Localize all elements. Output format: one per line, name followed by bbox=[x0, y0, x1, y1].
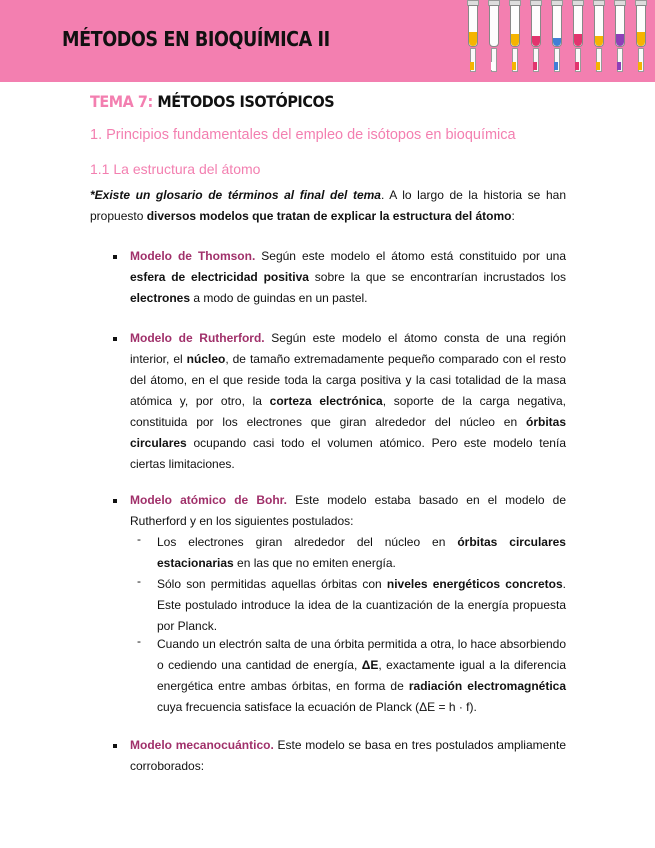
thomson-text: sobre la que se encontrarían incrustados los bbox=[308, 270, 566, 284]
bohr-postulate-3 bbox=[157, 634, 566, 718]
mecano-term: Modelo mecanocuántico. bbox=[130, 738, 274, 752]
postulate-bold: niveles energéticos concretos bbox=[386, 577, 563, 591]
rutherford-text: , soporte de la carga negativa, constituida por los electrones que giran alrededor del núcleo en bbox=[130, 394, 567, 429]
bohr-text: Este modelo estaba basado en el modelo de Rutherford y en los siguientes postulados: bbox=[130, 493, 566, 528]
tema-title bbox=[90, 92, 334, 111]
mecano-item bbox=[130, 735, 566, 777]
header-bar bbox=[0, 0, 655, 82]
test-tube-icon bbox=[550, 0, 562, 76]
dash-marker: - bbox=[137, 634, 141, 648]
dash-marker: - bbox=[137, 532, 141, 546]
thomson-bold: electrones bbox=[130, 291, 191, 305]
test-tube-icon bbox=[466, 0, 478, 76]
thomson-text: a modo de guindas en un pastel. bbox=[190, 291, 368, 305]
subsection-heading: 1.1 La estructura del átomo bbox=[90, 161, 261, 177]
postulate-bold: órbitas circulares estacionarias bbox=[157, 535, 566, 570]
test-tube-icon bbox=[529, 0, 541, 76]
intro-paragraph bbox=[90, 185, 566, 227]
thomson-term: Modelo de Thomson. bbox=[130, 249, 256, 263]
glossary-note: *Existe un glosario de términos al final del tema bbox=[90, 188, 381, 202]
rutherford-text: , de tamaño extremadamente pequeño comparado con el resto del átomo, en el que reside toda la carga positiva y la casi totalidad de la masa atómica y, por otro, la bbox=[130, 352, 567, 408]
rutherford-bold: órbitas circulares bbox=[130, 415, 566, 450]
rutherford-text: Según este modelo el átomo consta de una región interior, el bbox=[130, 331, 566, 366]
bullet-marker bbox=[113, 499, 117, 503]
postulate-bold: ΔE bbox=[361, 658, 379, 672]
test-tube-icon bbox=[634, 0, 646, 76]
postulate-text: cuya frecuencia satisface la ecuación de Planck (ΔE = h · f). bbox=[157, 700, 477, 714]
thomson-bold: esfera de electricidad positiva bbox=[130, 270, 309, 284]
test-tubes-illustration bbox=[462, 0, 652, 78]
rutherford-item bbox=[130, 328, 566, 475]
thomson-item bbox=[130, 246, 566, 309]
intro-text: . A lo largo de la historia se han propuesto bbox=[90, 188, 566, 223]
test-tube-icon bbox=[508, 0, 520, 76]
postulate-bold: radiación electromagnética bbox=[408, 679, 567, 693]
bullet-marker bbox=[113, 337, 117, 341]
section-heading: 1. Principios fundamentales del empleo de isótopos en bioquímica bbox=[90, 127, 516, 143]
mecano-text: Este modelo se basa en tres postulados ampliamente corroborados: bbox=[130, 738, 566, 773]
intro-end: : bbox=[511, 209, 515, 223]
rutherford-term: Modelo de Rutherford. bbox=[130, 331, 265, 345]
postulate-text: en las que no emiten energía. bbox=[233, 556, 396, 570]
bullet-marker bbox=[113, 744, 117, 748]
tema-number: TEMA 7: bbox=[90, 92, 153, 111]
test-tube-icon bbox=[592, 0, 604, 76]
intro-bold: diversos modelos que tratan de explicar la estructura del átomo bbox=[146, 209, 512, 223]
postulate-text: , exactamente igual a la diferencia energética entre ambas órbitas, en forma de bbox=[157, 658, 566, 693]
thomson-text: Según este modelo el átomo está constituido por una bbox=[255, 249, 566, 263]
header-title: MÉTODOS EN BIOQUÍMICA II bbox=[62, 27, 330, 51]
test-tube-icon bbox=[613, 0, 625, 76]
bohr-item bbox=[130, 490, 566, 532]
bohr-term: Modelo atómico de Bohr. bbox=[130, 493, 287, 507]
bullet-marker bbox=[113, 255, 117, 259]
dash-marker: - bbox=[137, 574, 141, 588]
postulate-text: Los electrones giran alrededor del núcleo en bbox=[157, 535, 458, 549]
tema-name: MÉTODOS ISOTÓPICOS bbox=[152, 92, 335, 111]
postulate-text: Sólo son permitidas aquellas órbitas con bbox=[157, 577, 387, 591]
postulate-text: . Este postulado introduce la idea de la cuantización de la energía propuesta por Planck. bbox=[157, 577, 566, 633]
test-tube-icon bbox=[571, 0, 583, 76]
rutherford-text: ocupando casi todo el volumen atómico. Pero este modelo tenía ciertas limitaciones. bbox=[130, 436, 566, 471]
bohr-postulate-2 bbox=[157, 574, 566, 637]
rutherford-bold: núcleo bbox=[186, 352, 226, 366]
rutherford-bold: corteza electrónica bbox=[269, 394, 383, 408]
postulate-text: Cuando un electrón salta de una órbita permitida a otra, lo hace absorbiendo o cediendo una cantidad de energía, bbox=[157, 637, 566, 672]
bohr-postulate-1 bbox=[157, 532, 566, 574]
test-tube-icon bbox=[487, 0, 499, 76]
